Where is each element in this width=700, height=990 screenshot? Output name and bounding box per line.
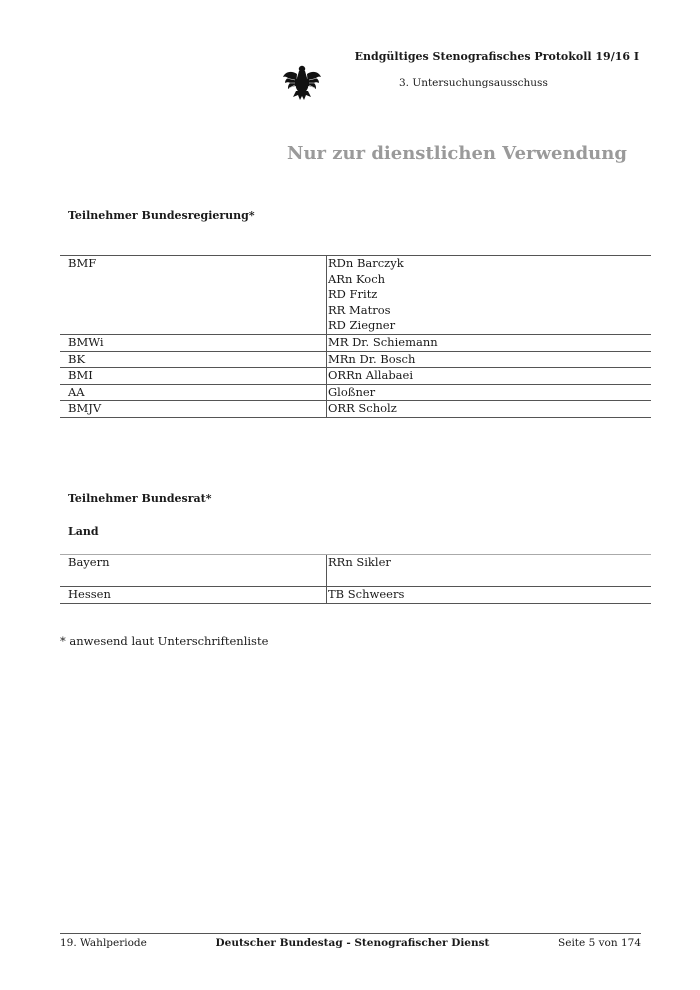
page-footer: [60, 937, 641, 949]
table-row: [60, 587, 651, 604]
org-cell: BMI: [68, 368, 93, 383]
classification-notice: Nur zur dienstlichen Verwendung: [287, 143, 627, 164]
document-title: Endgültiges Stenografisches Protokoll 19/16 I: [354, 50, 639, 63]
org-cell: Hessen: [68, 587, 111, 601]
table-bundesregierung: [60, 255, 651, 418]
people-cell: [326, 368, 651, 384]
person-name: TB Schweers: [328, 587, 405, 601]
bundestag-eagle-icon: [282, 64, 322, 102]
table-row: [60, 555, 651, 587]
footer-period: 19. Wahlperiode: [60, 937, 147, 949]
committee-name: 3. Untersuchungsausschuss: [399, 77, 548, 89]
people-cell: [326, 256, 651, 334]
person-name: Gloßner: [328, 384, 376, 399]
table-row: [60, 368, 651, 385]
footnote: * anwesend laut Unterschriftenliste: [60, 634, 269, 648]
person-name: RR Matros: [328, 302, 391, 317]
table-row: [60, 401, 651, 418]
person-name: ORR Scholz: [328, 401, 397, 416]
person-name: MRn Dr. Bosch: [328, 351, 416, 366]
people-cell: [326, 401, 651, 417]
person-name: RRn Sikler: [328, 555, 391, 569]
page-number: Seite 5 von 174: [558, 937, 641, 949]
person-name: ORRn Allabaei: [328, 368, 414, 383]
org-cell: Bayern: [68, 555, 110, 569]
person-name: RDn Barczyk: [328, 256, 404, 270]
heading-bundesregierung: Teilnehmer Bundesregierung*: [68, 209, 255, 222]
person-name: ARn Koch: [328, 271, 386, 286]
org-cell: BMWi: [68, 334, 104, 349]
person-name: RD Ziegner: [328, 318, 396, 333]
people-cell: [326, 385, 651, 401]
footer-service: Deutscher Bundestag - Stenografischer Dienst: [215, 937, 490, 949]
table-bundesrat: [60, 554, 651, 604]
table-row: [60, 335, 651, 352]
org-cell: BMJV: [68, 401, 102, 416]
person-name: RD Fritz: [328, 287, 378, 302]
table-row: [60, 385, 651, 402]
people-cell: [326, 352, 651, 368]
people-cell: [326, 587, 651, 603]
person-name: MR Dr. Schiemann: [328, 334, 438, 349]
heading-bundesrat: Teilnehmer Bundesrat*: [68, 492, 212, 505]
people-cell: [326, 335, 651, 351]
heading-land: Land: [68, 525, 99, 538]
org-cell: AA: [68, 384, 85, 399]
footer-divider: [60, 933, 641, 934]
org-cell: BK: [68, 351, 86, 366]
table-row: [60, 352, 651, 369]
table-row: [60, 256, 651, 335]
org-cell: BMF: [68, 256, 97, 270]
people-cell: [326, 555, 651, 586]
